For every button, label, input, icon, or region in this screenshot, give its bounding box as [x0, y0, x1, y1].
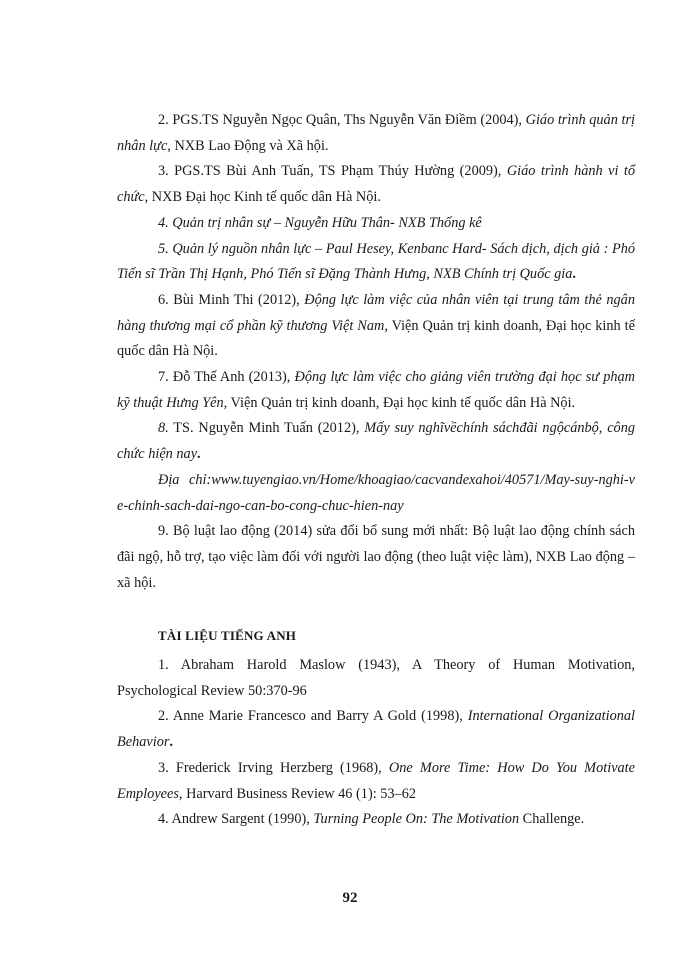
reference-en-1	[117, 653, 635, 704]
reference-title: Động lực làm việc cho giảng viên trường đại học sư phạm kỹ thuật Hưng Yên	[117, 369, 635, 411]
reference-text: 4. Quản trị nhân sự – Nguyễn Hữu Thân- NXB Thống kê	[158, 214, 482, 231]
reference-en-3	[117, 756, 635, 807]
reference-vn-4	[117, 211, 635, 237]
reference-title: One More Time: How Do You Motivate Employees,	[117, 759, 635, 802]
reference-title: Động lực làm việc của nhân viên tại trung tâm thẻ ngân hàng thương mại cổ phần kỹ thương Việt Nam	[117, 291, 635, 334]
reference-text: 9. Bộ luật lao động (2014) sửa đổi bổ sung mới nhất: Bộ luật lao động chính sách đãi ngộ, hỗ trợ, tạo việc làm đối với người lao động (theo luật việc làm), NXB Lao động – xã hội.	[117, 523, 635, 591]
reference-authors: 4. Andrew Sargent (1990),	[158, 811, 314, 828]
reference-publisher: , NXB Đại học Kinh tế quốc dân Hà Nội.	[144, 189, 381, 206]
reference-vn-3	[117, 159, 635, 210]
reference-authors: 7. Đỗ Thế Anh (2013),	[158, 369, 295, 386]
reference-authors: 6. Bùi Minh Thi (2012),	[158, 291, 305, 308]
reference-authors: 3. Frederick Irving Herzberg (1968),	[158, 759, 389, 776]
reference-title: Giáo trình hành vi tổ chức	[117, 163, 635, 206]
reference-title: Turning People On: The Motivation	[313, 811, 520, 828]
page-number: 92	[342, 890, 358, 906]
reference-publisher: Challenge.	[519, 811, 585, 828]
reference-vn-6	[117, 288, 635, 365]
reference-title: Giáo trình quản trị nhân lực	[117, 112, 635, 154]
reference-authors: 2. PGS.TS Nguyễn Ngọc Quân, Ths Nguyễn Văn Điềm (2004),	[158, 112, 526, 128]
reference-url: Địa chỉ:www.tuyengiao.vn/Home/khoagiao/cacvandexahoi/40571/May-suy-nghi-ve-chinh-sach-dai-ngo-can-bo-cong-chuc-hien-nay	[117, 471, 635, 514]
reference-authors: 2. Anne Marie Francesco and Barry A Gold (1998),	[158, 708, 468, 725]
english-references-heading: TÀI LIỆU TIẾNG ANH	[158, 628, 297, 644]
reference-end-mark: .	[572, 266, 576, 283]
reference-title: International Organizational Behavior	[117, 708, 635, 751]
reference-authors: TS. Nguyễn Minh Tuấn (2012),	[168, 420, 365, 437]
reference-title: Mấy suy nghĩvềchính sáchđãi ngộcánbộ, công chức hiện nay	[117, 420, 635, 463]
reference-vn-7	[117, 365, 635, 416]
reference-vn-8	[117, 416, 635, 467]
reference-en-2	[117, 704, 635, 755]
reference-vn-8-address	[117, 468, 635, 519]
reference-publisher: , Viện Quản trị kinh doanh, Đại học kinh tế quốc dân Hà Nội.	[223, 394, 576, 411]
reference-number: 8.	[158, 420, 169, 437]
reference-en-4	[117, 807, 635, 833]
reference-publisher: , Viện Quản trị kinh doanh, Đại học kinh tế quốc dân Hà Nội.	[117, 317, 635, 360]
reference-publisher: Harvard Business Review 46 (1): 53–62	[182, 785, 416, 802]
reference-end-mark: .	[197, 446, 201, 463]
reference-publisher: , NXB Lao Động và Xã hội.	[167, 137, 329, 154]
reference-end-mark: .	[169, 734, 173, 751]
reference-vn-2	[117, 108, 635, 159]
reference-text: 5. Quản lý nguồn nhân lực – Paul Hesey, Kenbanc Hard- Sách dịch, dịch giả : Phó Tiến sĩ Trần Thị Hạnh, Phó Tiến sĩ Đặng Thành Hưng, NXB Chính trị Quốc gia	[117, 240, 635, 283]
reference-authors: 3. PGS.TS Bùi Anh Tuấn, TS Phạm Thúy Hường (2009),	[158, 163, 507, 180]
reference-vn-5	[117, 237, 635, 288]
reference-text: 1. Abraham Harold Maslow (1943), A Theory of Human Motivation, Psychological Review 50:370-96	[117, 657, 635, 699]
reference-vn-9	[117, 519, 635, 596]
references-body	[117, 108, 635, 833]
